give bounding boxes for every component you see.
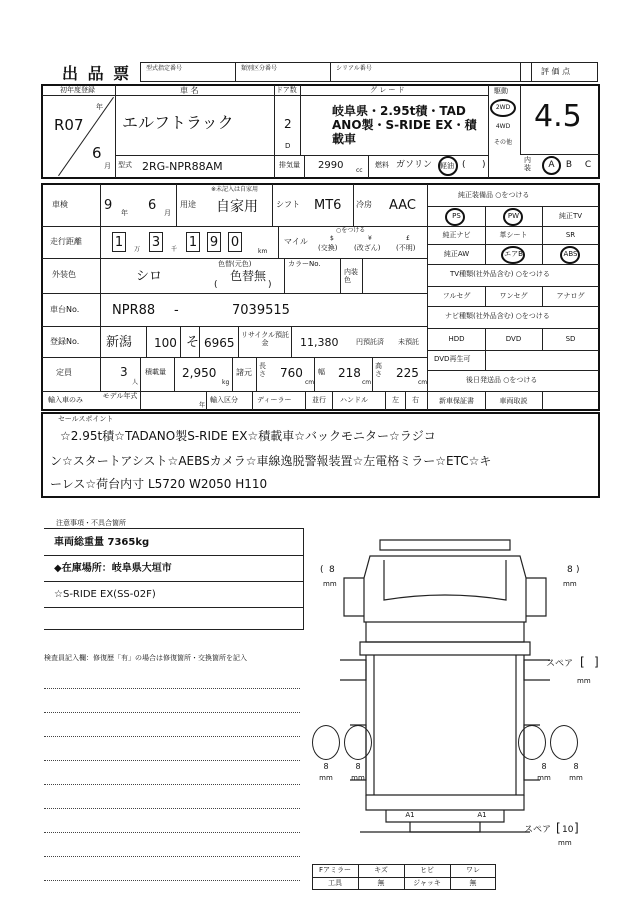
rating-label: 評 価 点 [541,67,571,76]
month-unit: 月 [104,162,111,170]
sales-line-2: ン☆スタートアシスト☆AEBSカメラ☆車線逸脱警報装置☆左電格ミラー☆ETC☆キ [50,454,492,468]
displacement-label: 排気量 [279,161,300,169]
mileage-man-unit: 万 [134,246,141,253]
rating-value: 4.5 [534,99,582,134]
tv-analog: アナログ [556,292,585,300]
chassis-dash: - [174,303,179,318]
paint-paren-open: ( [214,280,218,290]
doors-value: 2 [284,117,292,131]
width-value: 218 [338,366,361,380]
height-label: 高さ [375,362,382,378]
truck-diagram [300,520,600,865]
docs-warranty: 新車保証書 [439,397,474,405]
displacement-unit: cc [356,167,363,174]
fuel-diesel: 軽油 [440,162,454,170]
load-label: 積載量 [145,368,166,376]
page-title: 出 品 票 [62,64,132,83]
model-cert-label: 型式指定番号 [146,65,183,72]
chassis-label: 車台No. [50,305,80,314]
paint-paren-close: ) [268,280,272,290]
height-value: 225 [396,366,419,380]
eq-airbag: エアB [504,250,523,258]
import-type-label: 輸入区分 [210,396,238,404]
interior-color-label: 内装色 [344,268,358,285]
legend-r2-c1: 工具 [328,879,342,887]
mileage-digit-5: 0 [230,235,240,250]
drive-2wd: 2WD [495,104,511,111]
eq-navi: 純正ナビ [442,231,471,239]
mileage-digit-2: 3 [151,235,161,250]
model-year-unit: 年 [199,402,206,409]
use-value: 自家用 [216,199,258,215]
spare-upper-bracket-close: ] [594,655,599,669]
import-dealer: ディーラー [257,396,292,404]
car-name-label: 車 名 [180,86,199,95]
a1-label-right: A1 [477,811,487,819]
legend-r1-c3: ヒビ [420,866,434,874]
spare-lower-bracket-close: ] [574,821,579,835]
notes-label: 注意事項・不具合箇所 [56,519,126,527]
registration-kana: そ [186,335,200,350]
docs-title: 後日発送品 ○をつける [466,376,538,384]
mileage-label: 走行距離 [50,237,82,246]
eq-tv: 純正TV [558,212,583,220]
tv-fullseg: フルセグ [442,292,471,300]
interior-label: 内装 [524,156,531,172]
use-note: ※未記入は自家用 [211,186,259,193]
tv-oneseg: ワンセグ [499,292,528,300]
eq-pw: PW [507,212,520,220]
handle-left: 左 [392,396,399,404]
dims-label: 諸元 [236,368,252,377]
length-unit: cm [305,379,315,386]
mileage-digit-4: 9 [209,235,219,250]
tire-rl1 [312,725,340,760]
navi-title: ナビ種類(社外品含む) ○をつける [445,312,550,320]
interior-c: C [584,160,592,170]
eq-abs: ABS [563,250,578,258]
ac-label: 冷房 [356,200,372,209]
class-label: 類別区分番号 [241,65,278,72]
model-year-label: モデル年式 [102,392,138,400]
load-value: 2,950 [182,366,217,380]
load-unit: kg [222,379,230,386]
tire-rr2 [550,725,578,760]
first-reg-month: 6 [92,144,102,162]
width-label: 幅 [318,368,325,376]
tire-rr1-mm: mm [537,774,551,782]
dvd-playback-label: DVD再生可 [434,355,471,363]
year-unit: 年 [96,103,103,111]
notes-line-2: ◆在庫場所：岐阜県大垣市 [54,563,172,574]
mileage-sen-unit: 千 [171,246,178,253]
inspection-year: 9 [104,198,113,213]
color-value: シロ [136,269,163,284]
height-unit: cm [418,379,428,386]
recycle-amount: 11,380 [300,336,339,349]
paint-value: 色替無 [230,269,267,283]
legend-r1-c1: Fアミラー [318,866,352,874]
notes-line-1: 車両総重量 7365kg [54,537,150,548]
inspection-month: 6 [148,198,157,213]
sales-points-label: セールスポイント [58,415,114,423]
meter-option-2: ¥ [368,235,372,242]
tire-rr2-value: 8 [573,762,579,771]
meter-note: ○をつける [336,227,366,234]
notes-line-3: ☆S-RIDE EX(SS-02F) [54,589,156,600]
capacity-label: 定員 [56,368,72,377]
car-name: エルフトラック [122,113,234,132]
handle-right: 右 [412,396,419,404]
use-label: 用途 [180,200,196,209]
meter-label-2: (改ざん) [354,244,381,252]
tire-rl1-mm: mm [319,774,333,782]
recycle-deposited: 円預託済 [356,338,384,346]
legend-r2-c2: 無 [377,879,385,887]
docs-manual: 車両取説 [499,397,528,405]
tire-fl-value: 8 [329,565,335,575]
legend-r2-c3: ジャッキ [413,879,441,887]
fuel-paren-open: ( [462,160,466,170]
meter-option-1: $ [330,235,334,242]
grade-line-1: 岐阜県・2.95t積・TAD [332,104,466,118]
tire-fr-close: ) [576,565,580,575]
a1-label-left: A1 [405,811,415,819]
spare-label-upper: スペア [546,659,574,669]
tire-rr2-mm: mm [569,774,583,782]
color-no-label: カラーNo. [288,260,321,268]
tire-rl1-value: 8 [323,762,329,771]
recycle-not-deposited: 未預託 [398,338,419,346]
grade-label: グ レ ー ド [370,86,405,94]
import-label: 輸入車のみ [48,396,83,404]
sales-line-3: ーレス☆荷台内寸 L5720 W2050 H110 [50,477,268,491]
mileage-digit-1: 1 [114,235,124,250]
drive-4wd: 4WD [495,123,511,130]
tire-fr-mm: mm [563,580,577,588]
interior-a: A [548,160,555,170]
eq-ps: PS [452,212,461,220]
first-reg-era: R07 [54,116,84,134]
spare-label-lower: スペア [524,825,552,835]
first-reg-label: 初年度登録 [60,86,95,94]
capacity-value: 3 [120,365,128,379]
eq-sr: SR [565,231,576,239]
spare-lower-value: 10 [562,825,574,835]
grade-line-2: ANO製・S-RIDE EX・積 [332,118,477,132]
meter-label-1: (交換) [318,244,338,252]
navi-hdd: HDD [448,335,465,343]
spare-lower-bracket-open: [ [556,821,561,835]
tire-rr1 [518,725,546,760]
interior-b: B [565,160,573,170]
registration-region: 新潟 [106,335,133,350]
tire-rl2-value: 8 [355,762,361,771]
eq-aw: 純正AW [443,250,470,258]
tire-fl-open: ( [320,565,324,575]
spare-upper-mm: mm [577,677,591,685]
registration-number: 6965 [204,336,235,350]
registration-label: 登録No. [50,337,80,346]
model-type-label: 型式 [118,161,132,169]
tire-rl2-mm: mm [351,774,365,782]
mileage-km-unit: km [258,248,268,255]
registration-class: 100 [154,336,177,350]
length-value: 760 [280,366,303,380]
sales-line-1: ☆2.95t積☆TADANO製S-RIDE EX☆積載車☆バックモニター☆ラジコ [60,429,436,443]
doors-label: ドア数 [276,86,297,94]
chassis-prefix: NPR88 [112,303,156,318]
model-type: 2RG-NPR88AM [142,160,223,173]
inspection-label: 車検 [52,200,68,209]
doors-suffix: D [285,142,291,150]
meter-option-3: £ [406,235,410,242]
equipment-title: 純正装備品 ○をつける [458,191,530,199]
serial-label: シリアル番号 [336,65,372,72]
fuel-gasoline: ガソリン [396,160,433,170]
handle-label: ハンドル [340,396,368,404]
fuel-paren-close: ) [482,160,486,170]
paint-label: 色替(元色) [218,260,252,268]
mile-label: マイル [284,237,308,246]
inspector-label: 検査員記入欄：修復歴「有」の場合は修復箇所・交換箇所を記入 [44,654,247,662]
displacement-value: 2990 [318,160,344,171]
fuel-label: 燃料 [375,161,389,169]
length-label: 長さ [259,362,266,378]
recycle-label: リサイクル預託金 [240,331,290,347]
import-parallel: 並行 [312,396,326,404]
grade-line-3: 載車 [332,132,357,146]
drive-other: その他 [493,139,512,146]
tire-rl2 [344,725,372,760]
legend-r1-c2: キズ [374,866,388,874]
mileage-digit-3: 1 [188,235,198,250]
navi-sd: SD [565,335,576,343]
legend-r1-c4: ワレ [466,866,480,874]
shift-value: MT6 [314,198,342,213]
legend-r2-c4: 無 [469,879,477,887]
shift-label: シフト [276,200,300,209]
tv-title: TV種類(社外品含む) ○をつける [450,270,550,278]
eq-leather: 革シート [499,231,528,239]
capacity-unit: 人 [132,379,139,386]
width-unit: cm [362,379,372,386]
ac-value: AAC [389,198,416,213]
spare-lower-mm: mm [558,839,572,847]
navi-dvd: DVD [505,335,522,343]
tire-rr1-value: 8 [541,762,547,771]
spare-upper-bracket-open: [ [580,655,585,669]
color-label: 外装色 [52,270,76,279]
drive-label: 駆動 [494,87,508,95]
tire-fr-value: 8 [567,565,573,575]
inspection-month-unit: 月 [164,209,171,217]
inspection-year-unit: 年 [121,209,128,217]
tire-fl-mm: mm [323,580,337,588]
meter-label-3: (不明) [396,244,416,252]
chassis-number: 7039515 [232,303,290,318]
